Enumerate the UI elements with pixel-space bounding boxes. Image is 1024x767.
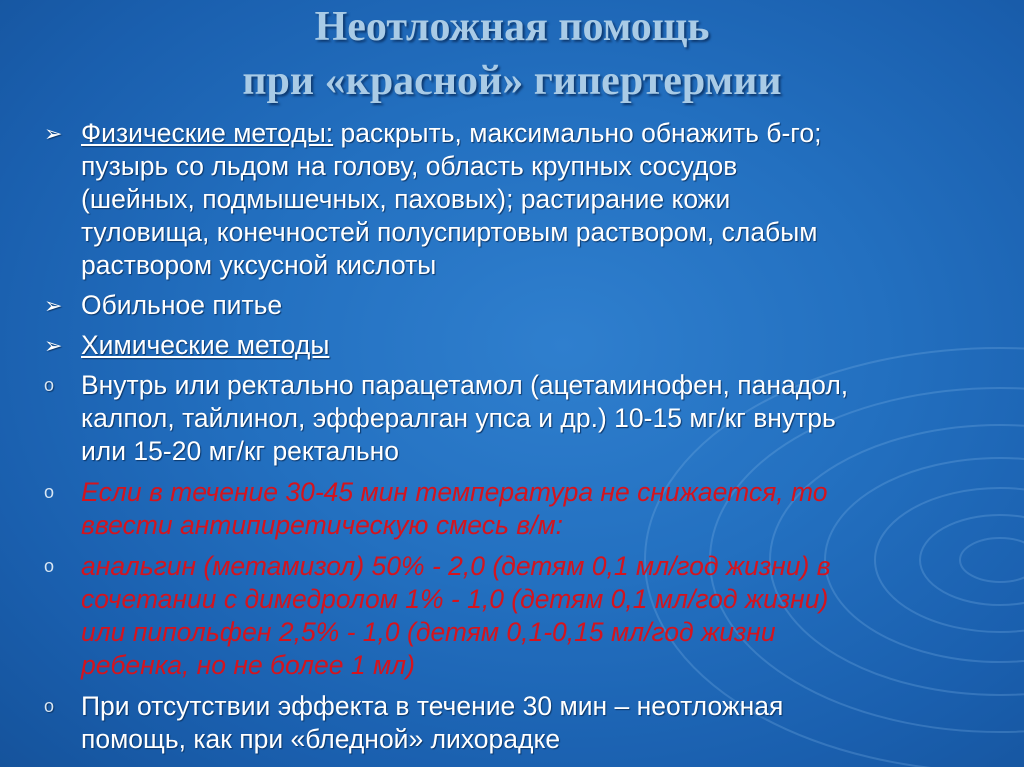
bullet-line: сочетании с димедролом 1% - 1,0 (детям 0,1 мл/год жизни) (81, 584, 829, 614)
bullet-line: Физические методы: раскрыть, максимально обнажить б-го; (81, 118, 822, 148)
bullet-line: При отсутствии эффекта в течение 30 мин – неотложная (81, 691, 784, 721)
bullet-analgin-dosage (40, 550, 1010, 682)
slide-title-line-2: при «красной» гипертермии (242, 58, 782, 104)
arrow-bullet-icon: ➢ (44, 333, 63, 358)
bullet-line: помощь, как при «бледной» лихорадке (81, 724, 561, 754)
bullet-line: пузырь со льдом на голову, область крупных сосудов (81, 151, 738, 181)
bullet-physical-methods (40, 117, 1010, 282)
bullet-antipyretic-mix (40, 476, 1010, 542)
bullet-lead: Физические методы: (81, 118, 334, 148)
bullet-lead: Химические методы (81, 330, 330, 360)
bullet-line: Если в течение 30-45 мин температура не снижается, то (81, 477, 828, 507)
arrow-bullet-icon: ➢ (44, 293, 63, 318)
bullet-line: ребенка, но не более 1 мл) (81, 650, 415, 680)
circle-bullet-icon: o (44, 375, 55, 395)
bullet-no-effect (40, 690, 1010, 756)
arrow-bullet-icon: ➢ (44, 121, 63, 146)
bullet-line: или пипольфен 2,5% - 1,0 (детям 0,1-0,15 мл/год жизни (81, 617, 776, 647)
slide-body (40, 117, 1010, 756)
bullet-line: или 15-20 мг/кг ректально (81, 436, 400, 466)
bullet-line: Обильное питье (81, 290, 283, 320)
bullet-line: (шейных, подмышечных, паховых); растирание кожи (81, 184, 731, 214)
bullet-line: Внутрь или ректально парацетамол (ацетаминофен, панадол, (81, 370, 849, 400)
bullet-line: анальгин (метамизол) 50% - 2,0 (детям 0,1 мл/год жизни) в (81, 551, 831, 581)
bullet-paracetamol (40, 369, 1010, 468)
bullet-drinking (40, 289, 1010, 322)
bullet-line: раствором уксусной кислоты (81, 250, 437, 280)
bullet-line: калпол, тайлинол, эффералган упса и др.) 10-15 мг/кг внутрь (81, 403, 836, 433)
slide-title-line-1: Неотложная помощь (314, 4, 710, 50)
slide-title (0, 0, 1024, 108)
circle-bullet-icon: o (44, 556, 55, 576)
bullet-line (81, 329, 1010, 362)
bullet-line: ввести антипиретическую смесь в/м: (81, 510, 563, 540)
circle-bullet-icon: o (44, 482, 55, 502)
bullet-chemical-methods (40, 329, 1010, 362)
bullet-line: туловища, конечностей полуспиртовым раствором, слабым (81, 217, 818, 247)
circle-bullet-icon: o (44, 696, 55, 716)
